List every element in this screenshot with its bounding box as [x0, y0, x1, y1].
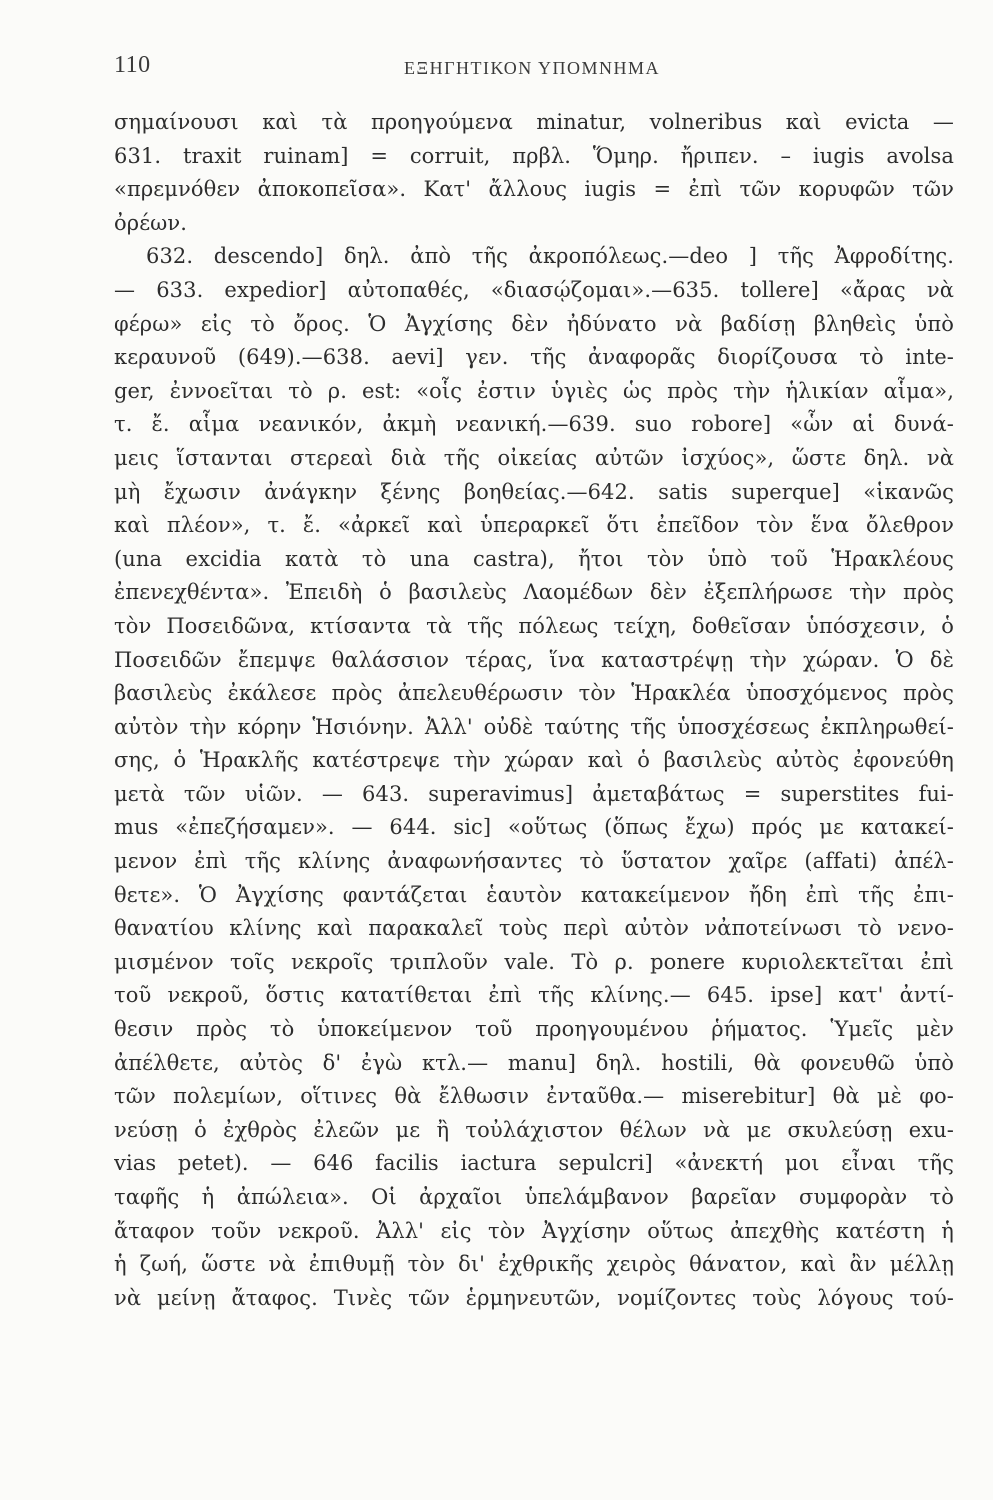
page-number: 110	[114, 52, 151, 78]
text-line-31: νεύσῃ ὁ ἐχθρὸς ἐλεῶν με ἢ τοὐλάχιστον θέλων νὰ με σκυλεύσῃ exu-	[114, 1117, 954, 1142]
text-line-22: mus «ἐπεζήσαμεν». — 644. sic] «οὕτως (ὅπως ἔχω) πρός με κατακεί-	[114, 815, 954, 840]
text-line-30: τῶν πολεμίων, οἵτινες θὰ ἔλθωσιν ἐνταῦθα.— miserebitur] θὰ μὲ φο-	[114, 1084, 954, 1109]
commentary-text	[114, 106, 954, 1315]
running-head	[114, 52, 954, 92]
text-line-14: (una excidia κατὰ τὸ una castra), ἤτοι τὸν ὑπὸ τοῦ Ἡρακλέους	[114, 546, 954, 571]
text-line-3: «πρεμνόθεν ἀποκοπεῖσα». Κατ' ἄλλους iugis = ἐπὶ τῶν κορυφῶν τῶν	[114, 177, 954, 202]
text-line-24: θετε». Ὁ Ἀγχίσης φαντάζεται ἑαυτὸν κατακείμενον ἤδη ἐπὶ τῆς ἐπι-	[114, 882, 954, 907]
text-line-33: ταφῆς ἡ ἀπώλεια». Οἱ ἀρχαῖοι ὑπελάμβανον βαρεῖαν συμφορὰν τὸ	[114, 1185, 954, 1209]
text-line-12: μὴ ἔχωσιν ἀνάγκην ξένης βοηθείας.—642. satis superque] «ἱκανῶς	[114, 479, 954, 504]
text-line-32: vias petet). — 646 facilis iactura sepulcri] «ἀνεκτή μοι εἶναι τῆς	[114, 1151, 954, 1176]
text-line-8: κεραυνοῦ (649).—638. aevi] γεν. τῆς ἀναφορᾶς διορίζουσα τὸ inte-	[114, 345, 954, 370]
text-line-10: τ. ἔ. αἷμα νεανικόν, ἀκμὴ νεανική.—639. suo robore] «ὧν αἱ δυνά-	[114, 412, 954, 437]
text-line-23: μενον ἐπὶ τῆς κλίνης ἀναφωνήσαντες τὸ ὕστατον χαῖρε (affati) ἀπέλ-	[114, 849, 954, 874]
text-line-9: ger, ἐννοεῖται τὸ ρ. est: «οἷς ἐστιν ὑγιὲς ὡς πρὸς τὴν ἡλικίαν αἷμα»,	[114, 378, 954, 403]
running-title: ΕΞΗΓΗΤΙΚΟΝ ΥΠΟΜΝΗΜΑ	[404, 58, 661, 78]
text-line-21: μετὰ τῶν υἱῶν. — 643. superavimus] ἀμεταβάτως = superstites fui-	[114, 781, 954, 806]
text-line-36: νὰ μείνῃ ἄταφος. Τινὲς τῶν ἑρμηνευτῶν, νομίζοντες τοὺς λόγους τού-	[114, 1285, 954, 1310]
text-line-35: ἡ ζωή, ὥστε νὰ ἐπιθυμῇ τὸν δι' ἐχθρικῆς χειρὸς θάνατον, καὶ ἂν μέλλῃ	[114, 1252, 954, 1277]
text-line-34: ἄταφον τοῦν νεκροῦ. Ἀλλ' εἰς τὸν Ἀγχίσην οὕτως ἀπεχθὴς κατέστη ἡ	[114, 1218, 954, 1243]
text-line-26: μισμένον τοῖς νεκροῖς τριπλοῦν vale. Τὸ ρ. ponere κυριολεκτεῖται ἐπὶ	[114, 949, 954, 974]
text-line-17: Ποσειδῶν ἔπεμψε θαλάσσιον τέρας, ἵνα καταστρέψῃ τὴν χώραν. Ὁ δὲ	[114, 647, 954, 672]
text-line-27: τοῦ νεκροῦ, ὅστις κατατίθεται ἐπὶ τῆς κλίνης.— 645. ipse] κατ' ἀντί-	[114, 983, 954, 1008]
text-line-16: τὸν Ποσειδῶνα, κτίσαντα τὰ τῆς πόλεως τείχη, δοθεῖσαν ὑπόσχεσιν, ὁ	[114, 613, 954, 638]
text-line-19: αὐτὸν τὴν κόρην Ἡσιόνην. Ἀλλ' οὐδὲ ταύτης τῆς ὑποσχέσεως ἐκπληρωθεί-	[114, 714, 954, 739]
text-line-7: φέρω» εἰς τὸ ὄρος. Ὁ Ἀγχίσης δὲν ἠδύνατο νὰ βαδίσῃ βληθεὶς ὑπὸ	[114, 311, 954, 336]
text-line-13: καὶ πλέον», τ. ἔ. «ἀρκεῖ καὶ ὑπεραρκεῖ ὅτι ἐπεῖδον τὸν ἕνα ὄλεθρον	[114, 513, 954, 538]
text-line-11: μεις ἵστανται στερεαὶ διὰ τῆς οἰκείας αὐτῶν ἰσχύος», ὥστε δηλ. νὰ	[114, 445, 954, 470]
text-line-28: θεσιν πρὸς τὸ ὑποκείμενον τοῦ προηγουμένου ῥήματος. Ὑμεῖς μὲν	[114, 1017, 954, 1042]
text-line-2: 631. traxit ruinam] = corruit, πρβλ. Ὅμηρ. ἤριπεν. – iugis avolsa	[114, 143, 954, 168]
text-line-4: ὀρέων.	[114, 210, 188, 235]
text-line-25: θανατίου κλίνης καὶ παρακαλεῖ τοὺς περὶ αὐτὸν νἀποτείνωσι τὸ νενο-	[114, 916, 954, 941]
text-line-29: ἀπέλθετε, αὐτὸς δ' ἐγὼ κτλ.— manu] δηλ. hostili, θὰ φονευθῶ ὑπὸ	[114, 1050, 954, 1075]
text-line-1: σημαίνουσι καὶ τὰ προηγούμενα minatur, volneribus καὶ evicta —	[114, 110, 954, 134]
text-line-18: βασιλεὺς ἐκάλεσε πρὸς ἀπελευθέρωσιν τὸν Ἡρακλέα ὑποσχόμενος πρὸς	[114, 681, 954, 706]
text-line-5: 632. descendo] δηλ. ἀπὸ τῆς ἀκροπόλεως.—deo ] τῆς Ἀφροδίτης.	[146, 244, 954, 269]
text-line-15: ἐπενεχθέντα». Ἐπειδὴ ὁ βασιλεὺς Λαομέδων δὲν ἐξεπλήρωσε τὴν πρὸς	[114, 580, 954, 605]
text-line-20: σης, ὁ Ἡρακλῆς κατέστρεψε τὴν χώραν καὶ ὁ βασιλεὺς αὐτὸς ἐφονεύθη	[114, 748, 954, 773]
text-line-6: — 633. expedior] αὐτοπαθές, «διασῴζομαι».—635. tollere] «ἄρας νὰ	[114, 277, 954, 302]
